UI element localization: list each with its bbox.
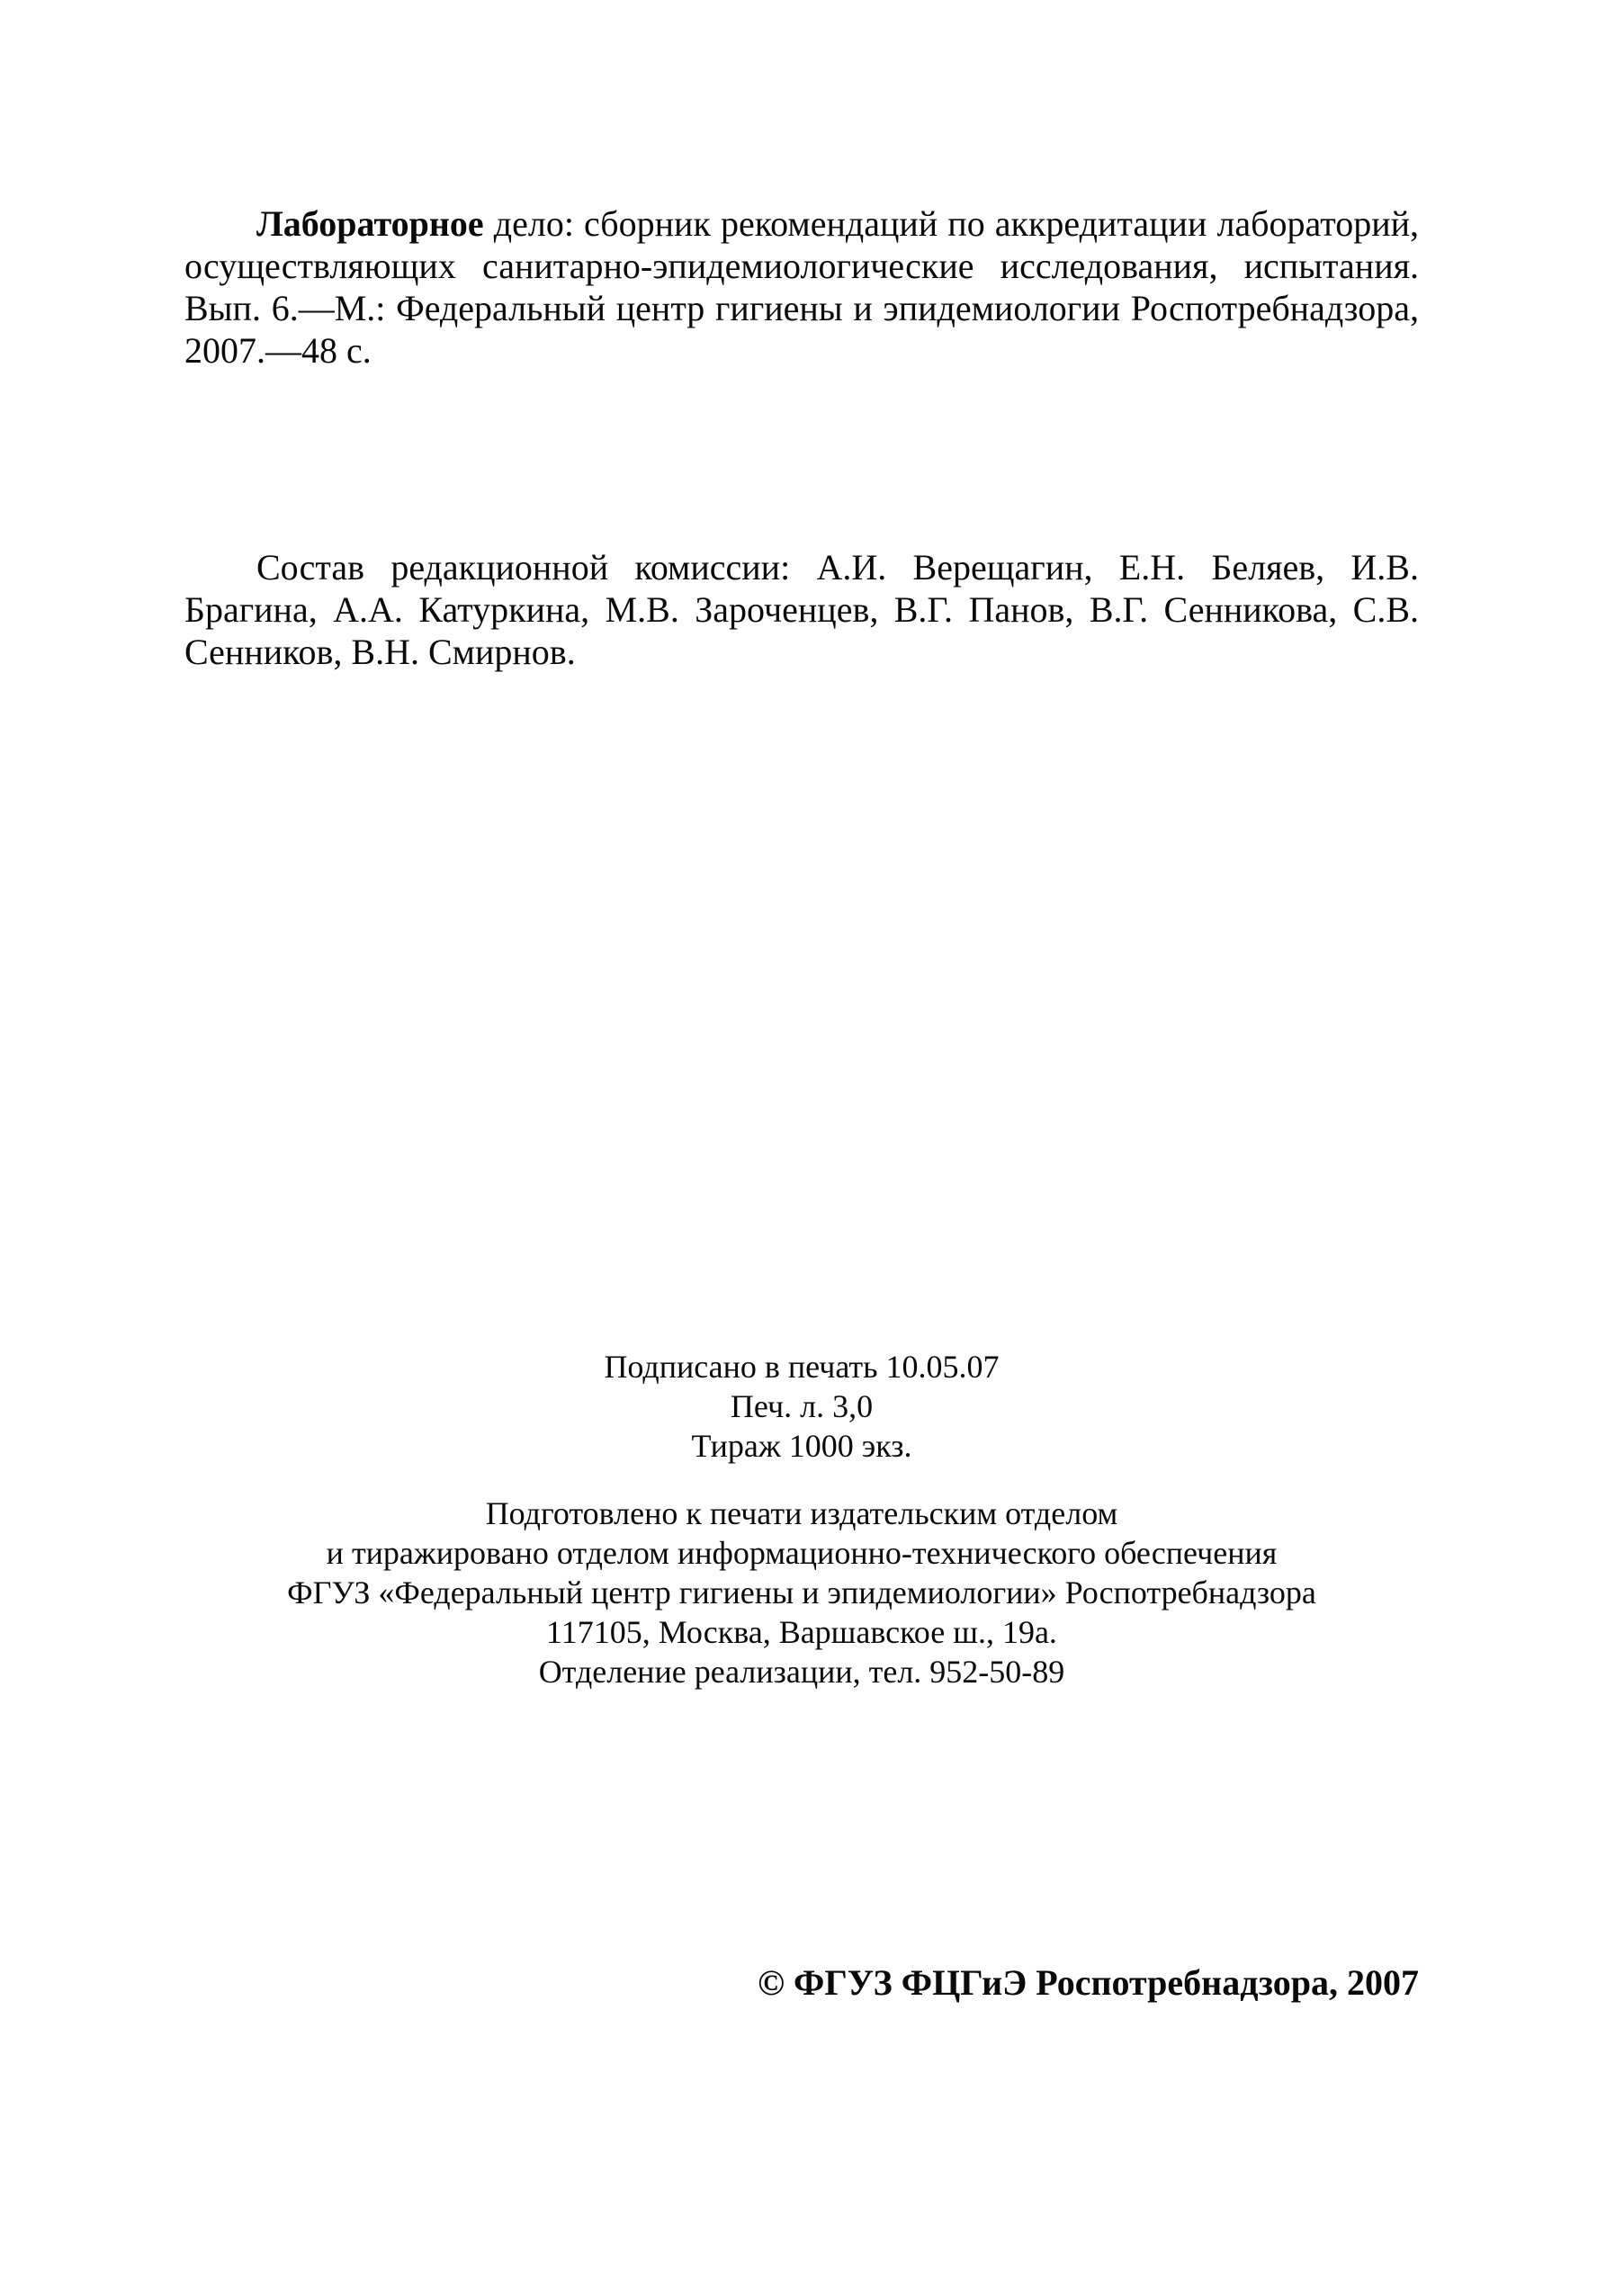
publisher-line-1: Подготовлено к печати издательским отделом — [485, 1495, 1118, 1531]
editorial-board-text: Состав редакционной комиссии: А.И. Верещагин, Е.Н. Беляев, И.В. Брагина, А.А. Катуркина, М.В. Зароченцев, В.Г. Панов, В.Г. Сенникова, С.В. Сенников, В.Н. Смирнов. — [184, 547, 1419, 672]
printed-sheets: Печ. л. 3,0 — [730, 1388, 874, 1424]
bibliography-text: дело: сборник рекомендаций по аккредитации лабораторий, осуществляющих санитарно-эпидемиологические исследования, испытания. Вып. 6.—М.: Федеральный центр гигиены и эпидемиологии Роспотребнадзора, 2007.—48 с. — [184, 203, 1420, 371]
print-run: Тираж 1000 экз. — [691, 1428, 912, 1464]
copyright-notice: © ФГУЗ ФЦГиЭ Роспотребнадзора, 2007 — [758, 1962, 1419, 2003]
publisher-info — [184, 1494, 1419, 1691]
publisher-line-3: ФГУЗ «Федеральный центр гигиены и эпидемиологии» Роспотребнадзора — [287, 1575, 1316, 1611]
signed-to-print: Подписано в печать 10.05.07 — [604, 1349, 1000, 1385]
bibliographic-description — [184, 202, 1419, 372]
publisher-address: 117105, Москва, Варшавское ш., 19а. — [546, 1614, 1057, 1650]
editorial-board — [184, 546, 1419, 673]
print-info — [184, 1347, 1419, 1466]
sales-department-phone: Отделение реализации, тел. 952-50-89 — [538, 1654, 1065, 1690]
publisher-line-2: и тиражировано отделом информационно-технического обеспечения — [326, 1535, 1278, 1571]
bibliography-title-word: Лабораторное — [256, 203, 484, 244]
